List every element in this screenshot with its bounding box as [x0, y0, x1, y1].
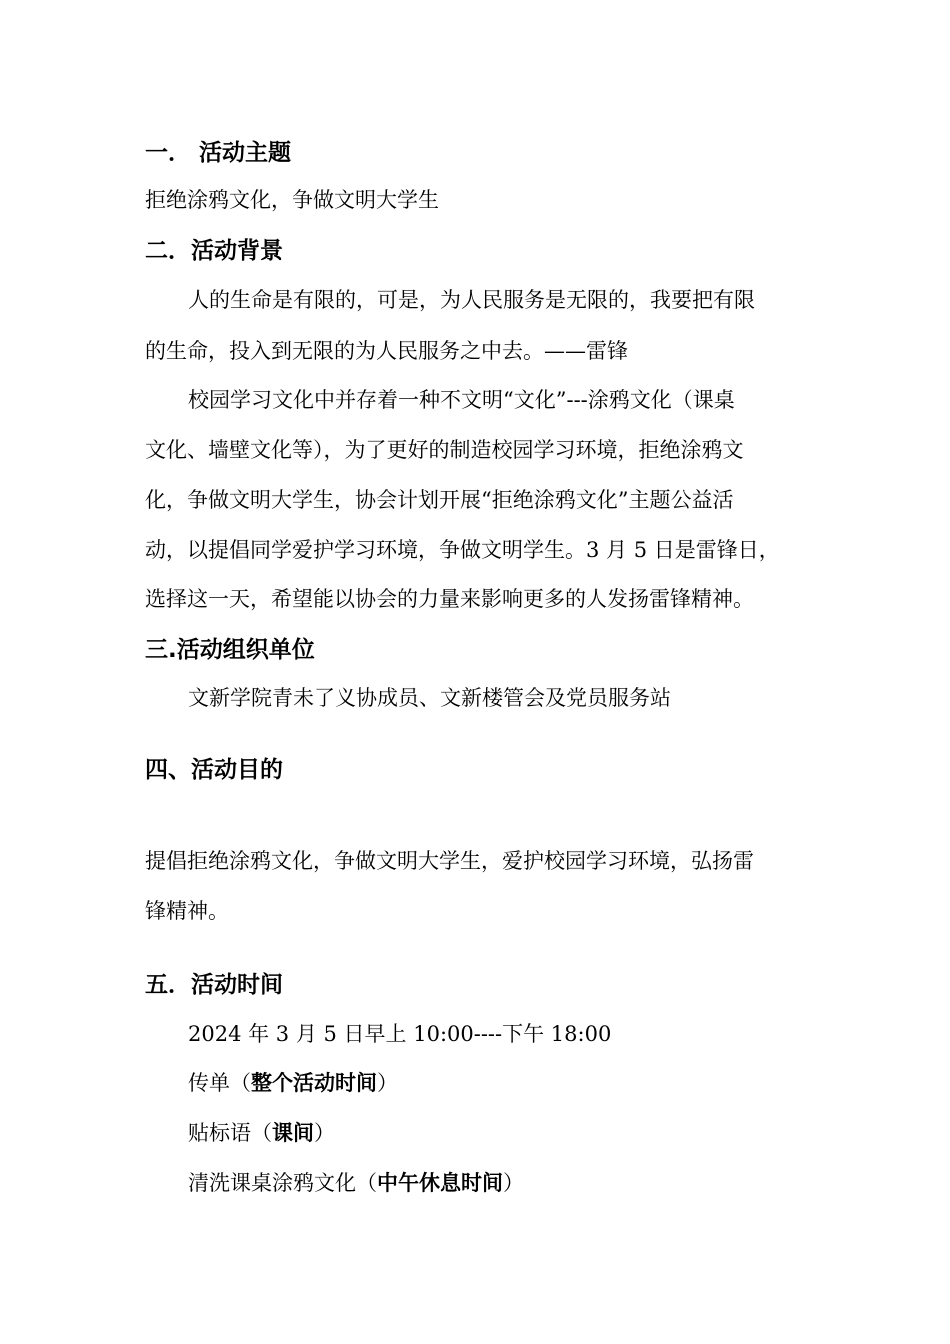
- time-item-close: ）: [314, 1121, 335, 1145]
- time-item-slogans: [188, 1118, 335, 1148]
- theme-text: 拒绝涂鸦文化，争做文明大学生: [145, 188, 439, 212]
- background-line-2: 的生命，投入到无限的为人民服务之中去。——雷锋: [145, 339, 628, 363]
- time-item-period: 课间: [272, 1121, 314, 1145]
- organizer-text: 文新学院青未了义协成员、文新楼管会及党员服务站: [188, 686, 671, 710]
- background-line-6: 动，以提倡同学爱护学习环境，争做文明学生。3 月 5 日是雷锋日，: [145, 538, 780, 562]
- time-item-period: 中午休息时间: [377, 1171, 503, 1195]
- background-line-1: 人的生命是有限的，可是，为人民服务是无限的，我要把有限: [188, 288, 755, 312]
- time-item-close: ）: [503, 1171, 524, 1195]
- heading-purpose: 四、活动目的: [145, 757, 283, 783]
- purpose-line-1: 提倡拒绝涂鸦文化，争做文明大学生，爱护校园学习环境，弘扬雷: [145, 849, 754, 873]
- background-line-4: 文化、墙壁文化等），为了更好的制造校园学习环境，拒绝涂鸦文: [145, 438, 744, 462]
- time-item-cleaning: [188, 1168, 524, 1198]
- background-line-5: 化，争做文明大学生，协会计划开展“拒绝涂鸦文化”主题公益活: [145, 488, 734, 512]
- time-item-label: 贴标语（: [188, 1121, 272, 1145]
- time-item-label: 传单（: [188, 1071, 251, 1095]
- heading-background: 二．活动背景: [145, 238, 283, 264]
- time-item-close: ）: [377, 1071, 398, 1095]
- heading-theme: 一． 活动主题: [145, 140, 292, 166]
- purpose-line-2: 锋精神。: [145, 899, 229, 923]
- time-date-line: 2024 年 3 月 5 日早上 10:00----下午 18:00: [188, 1022, 612, 1046]
- time-item-flyers: [188, 1068, 398, 1098]
- heading-organizer: 三.活动组织单位: [145, 637, 315, 663]
- heading-time: 五．活动时间: [145, 972, 283, 998]
- time-item-label: 清洗课桌涂鸦文化（: [188, 1171, 377, 1195]
- time-item-period: 整个活动时间: [251, 1071, 377, 1095]
- background-line-3: 校园学习文化中并存着一种不文明“文化”---涂鸦文化（课桌: [188, 388, 735, 412]
- background-line-7: 选择这一天，希望能以协会的力量来影响更多的人发扬雷锋精神。: [145, 587, 754, 611]
